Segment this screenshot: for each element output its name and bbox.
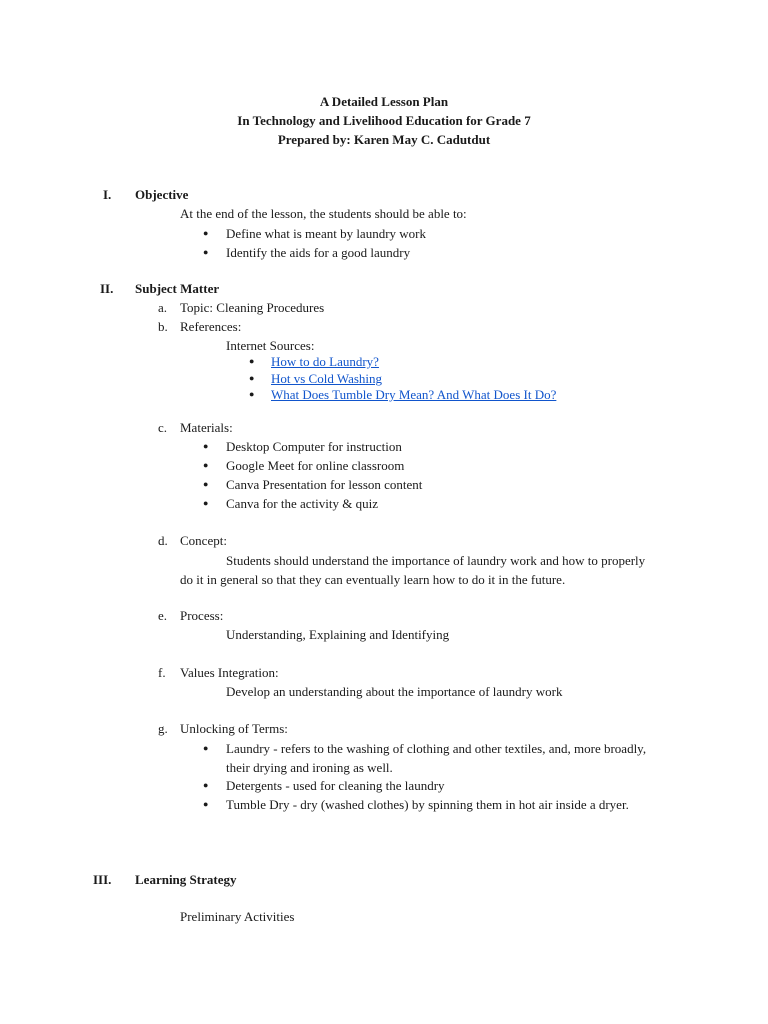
link-how-to-do-laundry[interactable]: How to do Laundry? [271,354,379,369]
term-tumble-dry: Tumble Dry - dry (washed clothes) by spinning them in hot air inside a dryer. [226,797,629,812]
list-marker: a. [158,300,168,315]
section-numeral-3: III. [93,872,112,887]
term-laundry-line-1: Laundry - refers to the washing of clothing and other textiles, and, more broadly, [226,741,647,756]
list-marker: b. [158,319,168,334]
term-detergents: Detergents - used for cleaning the laundry [226,778,445,793]
objective-bullet-2: Identify the aids for a good laundry [226,245,411,260]
material-item: Desktop Computer for instruction [226,439,402,454]
concept-text-line-2: do it in general so that they can eventually learn how to do it in the future. [180,572,566,587]
prepared-by: Prepared by: Karen May C. Cadutdut [277,132,491,147]
document-subtitle: In Technology and Livelihood Education for Grade 7 [237,113,531,128]
section-heading-learning-strategy: Learning Strategy [135,872,237,887]
material-item: Canva for the activity & quiz [226,496,378,511]
references-label: References: [180,319,242,334]
link-hot-vs-cold-washing[interactable]: Hot vs Cold Washing [271,371,383,386]
bullet-icon: ● [249,356,255,366]
values-label: Values Integration: [180,665,279,680]
term-laundry-line-2: their drying and ironing as well. [226,760,393,775]
objective-bullet-1: Define what is meant by laundry work [226,226,427,241]
bullet-icon: ● [249,373,255,383]
bullet-icon: ● [203,460,209,470]
list-marker: g. [158,721,168,736]
document-title: A Detailed Lesson Plan [319,94,449,109]
materials-label: Materials: [180,420,233,435]
material-item: Canva Presentation for lesson content [226,477,423,492]
bullet-icon: ● [203,799,209,809]
bullet-icon: ● [203,780,209,790]
section-heading-subject-matter: Subject Matter [135,281,220,296]
preliminary-activities: Preliminary Activities [180,909,295,924]
values-text: Develop an understanding about the importance of laundry work [226,684,563,699]
bullet-icon: ● [203,498,209,508]
objective-intro: At the end of the lesson, the students should be able to: [180,206,467,221]
bullet-icon: ● [203,247,209,257]
topic: Topic: Cleaning Procedures [180,300,325,315]
list-marker: e. [158,608,168,623]
terms-label: Unlocking of Terms: [180,721,288,736]
section-numeral-2: II. [100,281,114,296]
bullet-icon: ● [203,441,209,451]
section-numeral-1: I. [103,187,112,202]
bullet-icon: ● [203,228,209,238]
link-tumble-dry[interactable]: What Does Tumble Dry Mean? And What Does It Do? [271,387,557,402]
internet-sources-label: Internet Sources: [226,338,315,353]
concept-text-line-1: Students should understand the importance of laundry work and how to properly [226,553,646,568]
bullet-icon: ● [203,479,209,489]
bullet-icon: ● [203,743,209,753]
section-heading-objective: Objective [135,187,189,202]
list-marker: f. [158,665,166,680]
process-label: Process: [180,608,224,623]
process-text: Understanding, Explaining and Identifying [226,627,450,642]
material-item: Google Meet for online classroom [226,458,405,473]
list-marker: d. [158,533,168,548]
list-marker: c. [158,420,168,435]
concept-label: Concept: [180,533,227,548]
bullet-icon: ● [249,389,255,399]
